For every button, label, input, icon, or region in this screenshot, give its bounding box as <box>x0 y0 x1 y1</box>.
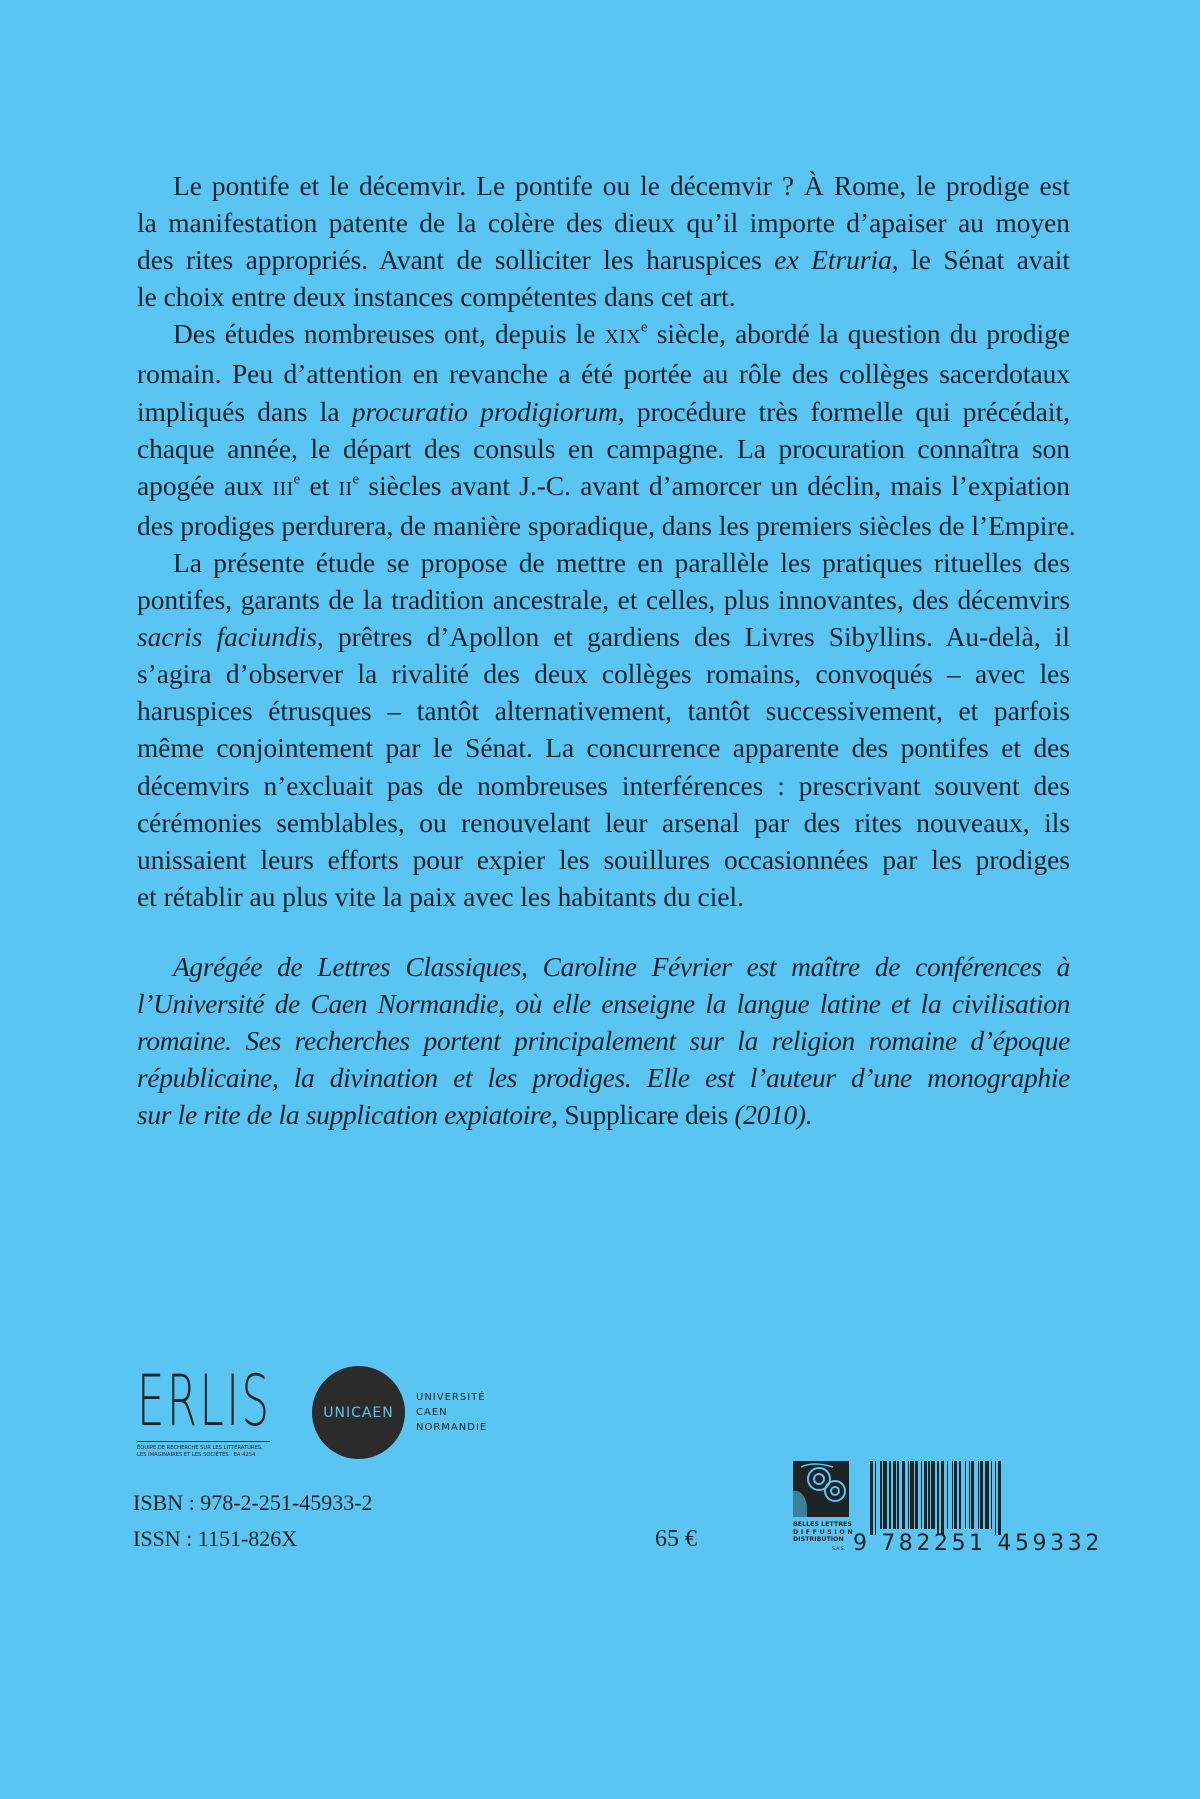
barcode-digits: 9 782251 459332 <box>853 1531 1103 1556</box>
text-line: haruspices étrusques – tantôt alternativement, tantôt successivement, et parfois <box>137 696 1070 727</box>
text-line: impliqués dans la procuratio prodigiorum, procédure très formelle qui précédait, <box>137 396 1070 427</box>
price: 65 € <box>655 1526 697 1552</box>
erlis-logo <box>137 1360 272 1459</box>
text-line: cérémonies semblables, ou renouvelant leur arsenal par des rites nouveaux, ils <box>137 807 1070 838</box>
back-cover-summary <box>137 168 1076 916</box>
text-line: romain. Peu d’attention en revanche a été portée au rôle des collèges sacerdotaux <box>137 359 1070 390</box>
summary-paragraph <box>137 168 1070 316</box>
erlis-wordmark: ERLIS <box>137 1360 272 1442</box>
text-line: chaque année, le départ des consuls en campagne. La procuration connaîtra son <box>137 433 1070 464</box>
unicaen-circle-text: UNICAEN <box>323 1404 394 1421</box>
text-line: l’Université de Caen Normandie, où elle enseigne la langue latine et la civilisation <box>137 989 1070 1020</box>
barcode-icon <box>870 1461 1070 1535</box>
summary-paragraph <box>137 545 1070 916</box>
text-line: et rétablir au plus vite la paix avec les habitants du ciel. <box>137 881 744 912</box>
text-line: la manifestation patente de la colère des dieux qu’il importe d’apaiser au moyen <box>137 208 1070 239</box>
text-line: sacris faciundis, prêtres d’Apollon et gardiens des Livres Sibyllins. Au-delà, il <box>137 622 1070 653</box>
belles-lettres-owl-icon <box>793 1461 849 1517</box>
text-line: des prodiges perdurera, de manière sporadique, dans les premiers siècles de l’Empire. <box>137 510 1076 541</box>
unicaen-logo-icon <box>312 1366 405 1459</box>
text-line: des rites appropriés. Avant de solliciter les haruspices ex Etruria, le Sénat avait <box>137 245 1070 276</box>
distributor-name <box>793 1521 855 1544</box>
distributor-suffix: S.A.S. <box>832 1547 846 1552</box>
text-line: Agrégée de Lettres Classiques, Caroline Février est maître de conférences à <box>173 952 1070 982</box>
distributor-line: DISTRIBUTION <box>793 1536 844 1543</box>
text-line: décemvirs n’excluait pas de nombreuses interférences : prescrivant souvent des <box>137 770 1070 801</box>
text-line: La présente étude se propose de mettre en parallèle les pratiques rituelles des <box>173 547 1070 578</box>
unicaen-name-line: UNIVERSITÉ <box>416 1392 486 1403</box>
text-line: républicaine, la divination et les prodiges. Elle est l’auteur d’une monographie <box>137 1063 1070 1094</box>
isbn: ISBN : 978-2-251-45933-2 <box>133 1490 373 1515</box>
text-line: Le pontife et le décemvir. Le pontife ou le décemvir ? À Rome, le prodige est <box>173 171 1070 201</box>
erlis-subtitle-line: ÉQUIPE DE RECHERCHE SUR LES LITTÉRATURES, <box>137 1445 263 1451</box>
text-line: romaine. Ses recherches portent principalement sur la religion romaine d’époque <box>137 1026 1070 1057</box>
text-line: le choix entre deux instances compétentes dans cet art. <box>137 282 736 313</box>
text-line: Des études nombreuses ont, depuis le XIXe siècle, abordé la question du prodige <box>173 319 1070 350</box>
distributor-line: BELLES LETTRES <box>793 1521 852 1528</box>
erlis-subtitle <box>137 1441 270 1459</box>
issn: ISSN : 1151-826X <box>133 1526 298 1551</box>
text-line: unissaient leurs efforts pour expier les souillures occasionnées par les prodiges <box>137 844 1070 875</box>
unicaen-name <box>416 1390 487 1435</box>
text-line: apogée aux IIIe et IIe siècles avant J.-C. avant d’amorcer un déclin, mais l’expiation <box>137 470 1070 501</box>
text-line: pontifes, garants de la tradition ancestrale, et celles, plus innovantes, des décemvirs <box>137 585 1070 616</box>
text-line: s’agira d’observer la rivalité des deux collèges romains, convoqués – avec les <box>137 659 1070 690</box>
author-bio <box>137 949 1070 1134</box>
text-line: sur le rite de la supplication expiatoire, Supplicare deis (2010). <box>137 1100 813 1131</box>
text-line: même conjointement par le Sénat. La concurrence apparente des pontifes et des <box>137 733 1070 764</box>
unicaen-name-line: NORMANDIE <box>416 1422 488 1433</box>
summary-paragraph <box>137 316 1076 545</box>
unicaen-name-line: CAEN <box>416 1407 448 1418</box>
erlis-subtitle-line: LES IMAGINAIRES ET LES SOCIÉTÉS · EA 4254 <box>137 1452 256 1458</box>
distributor-line: DIFFUSION <box>793 1528 856 1536</box>
